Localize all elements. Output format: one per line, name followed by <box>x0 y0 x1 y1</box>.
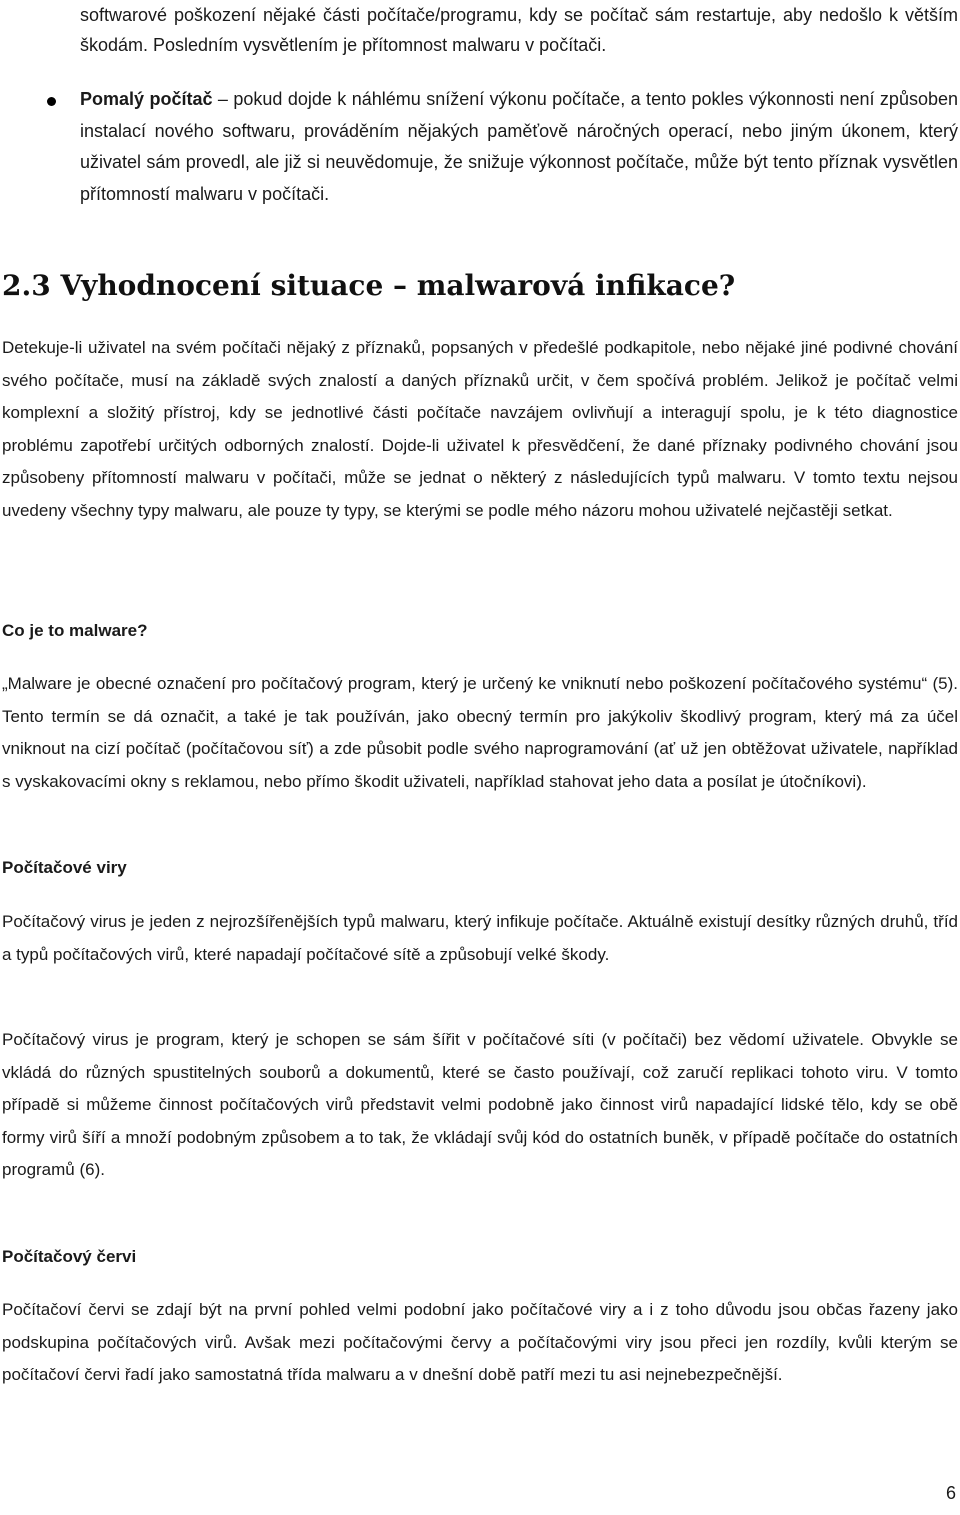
viruses-paragraph-1: Počítačový virus je jeden z nejrozšířenějších typů malwaru, který infikuje počítače. Aktuálně existují desítky různých druhů, tříd a typů počítačových virů, které napadají počítačové sítě a způsobují velké škody. <box>2 912 958 964</box>
section-heading: 2.3 Vyhodnocení situace – malwarová infikace? <box>2 269 736 302</box>
malware-heading: Co je to malware? <box>2 621 148 640</box>
bullet-dot-icon <box>47 97 56 106</box>
continued-paragraph: softwarové poškození nějaké části počítače/programu, kdy se počítač sám restartuje, aby nedošlo k větším škodám. Posledním vysvětlením je přítomnost malwaru v počítači. <box>80 5 958 55</box>
viruses-paragraph-2: Počítačový virus je program, který je schopen se sám šířit v počítačové síti (v počítači) bez vědomí uživatele. Obvykle se vkládá do různých spustitelných souborů a dokumentů, které se často používají, což zaručí replikaci tohoto viru. V tomto případě si můžeme činnost počítačových virů představit velmi podobně jako činnost virů napadající lidské tělo, kdy se obě formy virů šíří a množí podobným způsobem a to tak, že vkládají svůj kód do ostatních buněk, v případě počítače do ostatních programů (6). <box>2 1030 958 1179</box>
page-number: 6 <box>945 1483 956 1503</box>
section-intro-paragraph: Detekuje-li uživatel na svém počítači nějaký z příznaků, popsaných v předešlé podkapitole, nebo nějaké jiné podivné chování svého počítače, musí na základě svých znalostí a daných příznaků určit, v čem spočívá problém. Jelikož je počítač velmi komplexní a složitý přístroj, kdy se jednotlivé části počítače navzájem ovlivňují a interagují spolu, je k této diagnostice problému zapotřebí určitých odborných znalostí. Dojde-li uživatel k přesvědčení, že dané příznaky podivného chování jsou způsobeny přítomností malwaru v počítači, může se jednat o některý z následujících typů malwaru. V tomto textu nejsou uvedeny všechny typy malwaru, ale pouze ty typy, se kterými se podle mého názoru mohou uživatelé nejčastěji setkat. <box>2 338 958 520</box>
bullet-term: Pomalý počítač <box>80 89 213 109</box>
bullet-text: – pokud dojde k náhlému snížení výkonu počítače, a tento pokles výkonnosti není způsoben instalací nového softwaru, prováděním nějakých paměťově náročných operací, nebo jiným úkonem, který uživatel sám provedl, ale již si neuvědomuje, že snižuje výkonnost počítače, může být tento příznak vysvětlen přítomností malwaru v počítači. <box>80 89 958 204</box>
viruses-heading: Počítačové viry <box>2 858 127 877</box>
malware-paragraph: „Malware je obecné označení pro počítačový program, který je určený ke vniknutí nebo poškození počítačového systému“ (5). Tento termín se dá označit, a také je tak používán, jako obecný termín pro jakýkoliv škodlivý program, který má za účel vniknout na cizí počítač (počítačovou síť) a zde působit podle svého naprogramování (ať už jen obtěžovat uživatele, například s vyskakovacími okny s reklamou, nebo přímo škodit uživateli, například stahovat jeho data a posílat je útočníkovi). <box>2 674 958 791</box>
worms-heading: Počítačový červi <box>2 1247 137 1266</box>
worms-paragraph: Počítačoví červi se zdají být na první pohled velmi podobní jako počítačové viry a i z toho důvodu jsou občas řazeny jako podskupina počítačových virů. Avšak mezi počítačovými červy a počítačovými viry jsou přeci jen rozdíly, kvůli kterým se počítačoví červi řadí jako samostatná třída malwaru a v dnešní době patří mezi tu asi nejnebezpečnější. <box>2 1300 958 1384</box>
bullet-item-slow-computer <box>80 84 958 210</box>
